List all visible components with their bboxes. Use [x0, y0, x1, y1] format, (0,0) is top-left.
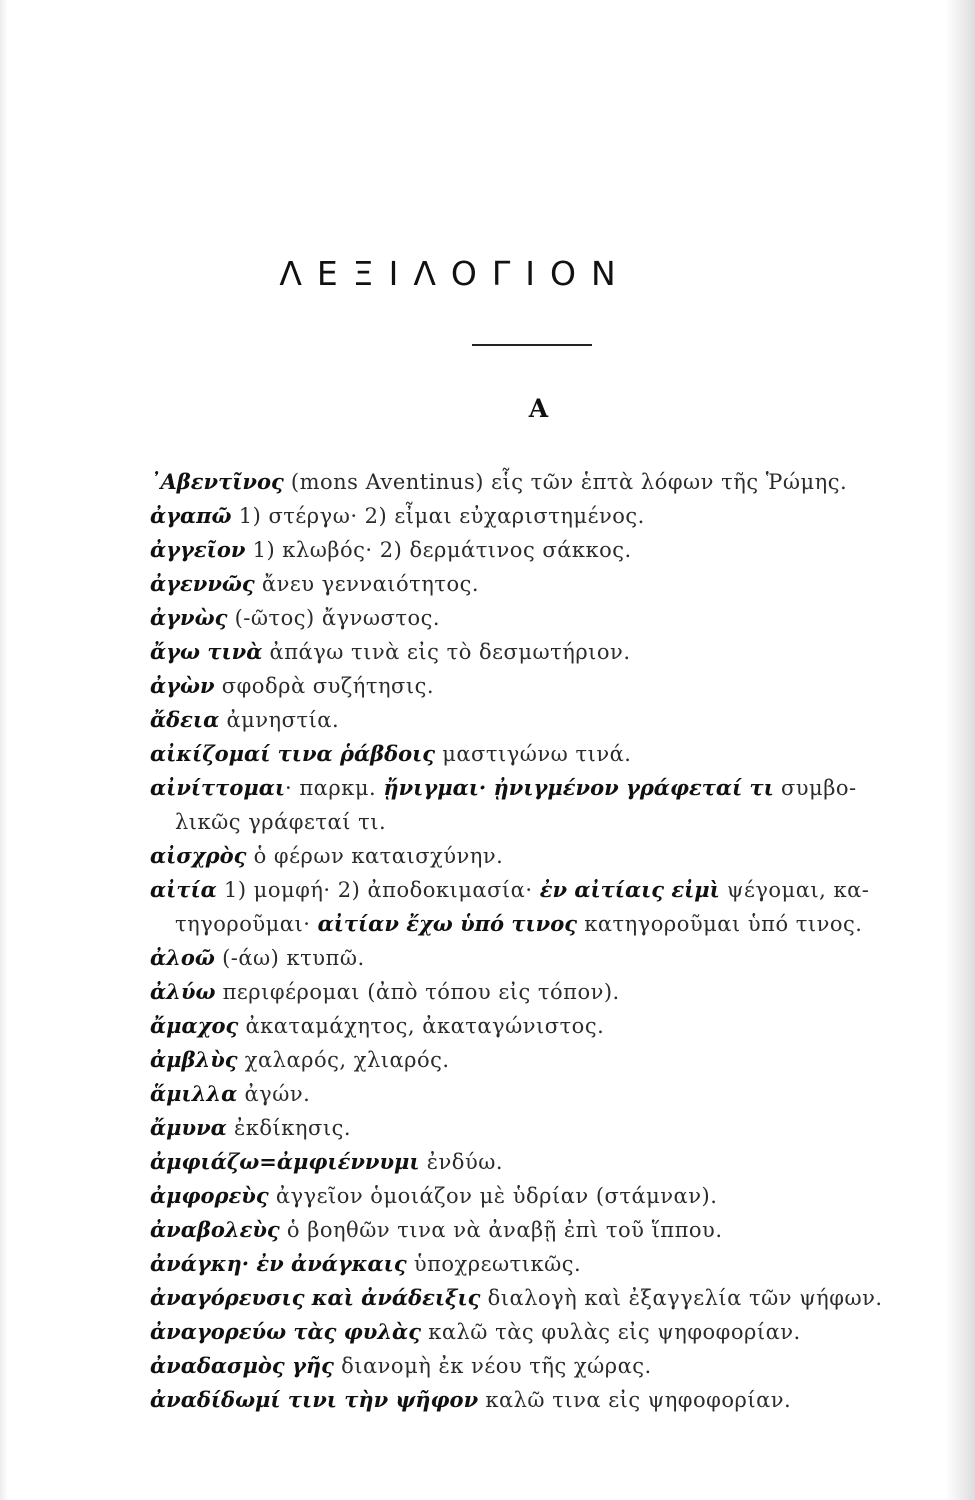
glossary-entry — [0, 1043, 975, 1077]
definition: συμβο- — [773, 776, 857, 800]
headword: ἀμφιάζω=ἀμφιέννυμι — [150, 1149, 420, 1174]
entry-line — [0, 1247, 975, 1281]
headword: αἰσχρὸς — [150, 843, 247, 868]
definition: ἀπάγω τινὰ εἰς τὸ δεσμωτήριον. — [262, 640, 631, 664]
definition: ὑποχρεωτικῶς. — [406, 1252, 582, 1276]
glossary-entry — [0, 975, 975, 1009]
definition: ἐκδίκησις. — [226, 1116, 352, 1140]
entry-line — [0, 941, 975, 975]
entry-continuation-line — [0, 907, 975, 941]
entry-line — [0, 1315, 975, 1349]
headword: ἀναδίδωμί τινι τὴν ψῆφον — [150, 1387, 479, 1412]
headword: ἀγὼν — [150, 673, 215, 698]
headword: αἰτία — [150, 877, 217, 902]
definition: (mons Aventinus) εἷς τῶν ἑπτὰ λόφων τῆς Ῥώμης. — [283, 470, 848, 494]
headword: ἀλύω — [150, 979, 216, 1004]
entry-line — [0, 975, 975, 1009]
glossary-entry — [0, 839, 975, 873]
headword: ἀναγορεύω τὰς φυλὰς — [150, 1319, 422, 1344]
glossary-entry — [0, 1213, 975, 1247]
definition: σφοδρὰ συζήτησις. — [214, 674, 435, 698]
definition: ἐνδύω. — [419, 1150, 504, 1174]
glossary-entry — [0, 601, 975, 635]
headword: ἀνάγκη· ἐν ἀνάγκαις — [150, 1251, 407, 1276]
definition: ὁ βοηθῶν τινα νὰ ἀναβῇ ἐπὶ τοῦ ἵππου. — [279, 1218, 723, 1242]
headword: ἀγεννῶς — [150, 571, 255, 596]
headword: ἀμβλὺς — [150, 1047, 238, 1072]
glossary-entry — [0, 1315, 975, 1349]
headword: ἅμιλλα — [150, 1081, 238, 1106]
glossary-entry — [0, 1349, 975, 1383]
glossary-entry — [0, 669, 975, 703]
definition: (-άω) κτυπῶ. — [214, 946, 365, 970]
headword: ἀγαπῶ — [150, 503, 232, 528]
glossary-entry — [0, 1145, 975, 1179]
entry-line — [0, 703, 975, 737]
headword: ᾽Αβεντῖνος — [150, 469, 284, 494]
entry-line — [0, 533, 975, 567]
entry-line — [0, 1145, 975, 1179]
definition: ἀκαταμάχητος, ἀκαταγώνιστος. — [238, 1014, 605, 1038]
headword: ἄμυνα — [150, 1115, 227, 1140]
glossary-entry — [0, 1247, 975, 1281]
entry-line — [0, 1213, 975, 1247]
glossary-entry — [0, 635, 975, 669]
definition: ἀμνηστία. — [219, 708, 340, 732]
entry-line — [0, 1179, 975, 1213]
glossary-entry — [0, 873, 975, 941]
title-divider — [472, 344, 592, 346]
entry-line — [0, 839, 975, 873]
headword: ἄγω τινὰ — [150, 639, 263, 664]
definition: διανομὴ ἐκ νέου τῆς χώρας. — [333, 1354, 652, 1378]
headword: ἐν αἰτίαις εἰμὶ — [539, 877, 720, 902]
entry-line — [0, 669, 975, 703]
glossary-entry — [0, 1077, 975, 1111]
glossary-entry — [0, 1281, 975, 1315]
headword: ἀναβολεὺς — [150, 1217, 280, 1242]
headword: ἀναγόρευσις καὶ ἀνάδειξις — [150, 1285, 481, 1310]
definition: ἀγγεῖον ὁμοιάζον μὲ ὑδρίαν (στάμναν). — [268, 1184, 718, 1208]
headword: ἄδεια — [150, 707, 220, 732]
headword: ἀγγεῖον — [150, 537, 246, 562]
definition: τηγοροῦμαι· — [175, 912, 318, 936]
entry-line — [0, 635, 975, 669]
headword: ἀγνὼς — [150, 605, 228, 630]
glossary-entry — [0, 703, 975, 737]
definition: ἄνευ γενναιότητος. — [254, 572, 480, 596]
definition: (-ῶτος) ἄγνωστος. — [227, 606, 441, 630]
headword: ἄμαχος — [150, 1013, 239, 1038]
definition: περιφέρομαι (ἀπὸ τόπου εἰς τόπον). — [215, 980, 620, 1004]
entry-line — [0, 499, 975, 533]
glossary-entry — [0, 465, 975, 499]
entry-line — [0, 465, 975, 499]
section-letter: Α — [528, 394, 549, 423]
glossary-entry — [0, 499, 975, 533]
definition: ψέγομαι, κα- — [719, 878, 870, 902]
glossary-entry — [0, 737, 975, 771]
headword: αἰκίζομαί τινα ῥάβδοις — [150, 741, 436, 766]
headword: ἀμφορεὺς — [150, 1183, 269, 1208]
entry-line — [0, 1009, 975, 1043]
definition: διαλογὴ καὶ ἐξαγγελία τῶν ψήφων. — [480, 1286, 883, 1310]
headword: αἰτίαν ἔχω ὑπό τινος — [317, 911, 578, 936]
entry-line — [0, 1383, 975, 1417]
entry-line — [0, 771, 975, 805]
definition: καλῶ τινα εἰς ψηφοφορίαν. — [478, 1388, 792, 1412]
definition: λικῶς γράφεταί τι. — [175, 810, 387, 834]
definition: ὁ φέρων καταισχύνην. — [246, 844, 504, 868]
entry-line — [0, 1043, 975, 1077]
definition: μαστιγώνω τινά. — [435, 742, 632, 766]
glossary-entry — [0, 771, 975, 839]
definition: ἀγών. — [237, 1082, 311, 1106]
entry-line — [0, 567, 975, 601]
glossary-entry — [0, 941, 975, 975]
glossary-entry — [0, 1111, 975, 1145]
definition: κατηγοροῦμαι ὑπό τινος. — [577, 912, 863, 936]
definition: χαλαρός, χλιαρός. — [237, 1048, 450, 1072]
glossary-entry — [0, 1009, 975, 1043]
definition: καλῶ τὰς φυλὰς εἰς ψηφοφορίαν. — [421, 1320, 801, 1344]
definition: 1) μομφή· 2) ἀποδοκιμασία· — [216, 878, 540, 902]
definition: 1) στέργω· 2) εἶμαι εὐχαριστημένος. — [231, 504, 645, 528]
headword: αἰνίττομαι — [150, 775, 286, 800]
glossary-entry — [0, 533, 975, 567]
entry-line — [0, 601, 975, 635]
glossary-entry — [0, 1383, 975, 1417]
headword: ἀλοῶ — [150, 945, 215, 970]
entry-line — [0, 873, 975, 907]
definition: · παρκμ. — [285, 776, 384, 800]
entry-line — [0, 1077, 975, 1111]
entry-continuation-line — [0, 805, 975, 839]
glossary-entry — [0, 567, 975, 601]
page-title: ΛΕΞΙΛΟΓΙΟΝ — [279, 254, 631, 293]
entry-line — [0, 1111, 975, 1145]
headword: ἀναδασμὸς γῆς — [150, 1353, 334, 1378]
glossary-entry — [0, 1179, 975, 1213]
glossary-entries — [0, 465, 975, 1417]
definition: 1) κλωβός· 2) δερμάτινος σάκκος. — [245, 538, 632, 562]
entry-line — [0, 737, 975, 771]
entry-line — [0, 1349, 975, 1383]
entry-line — [0, 1281, 975, 1315]
headword: ᾔνιγμαι· ᾐνιγμένον γράφεταί τι — [383, 775, 774, 800]
